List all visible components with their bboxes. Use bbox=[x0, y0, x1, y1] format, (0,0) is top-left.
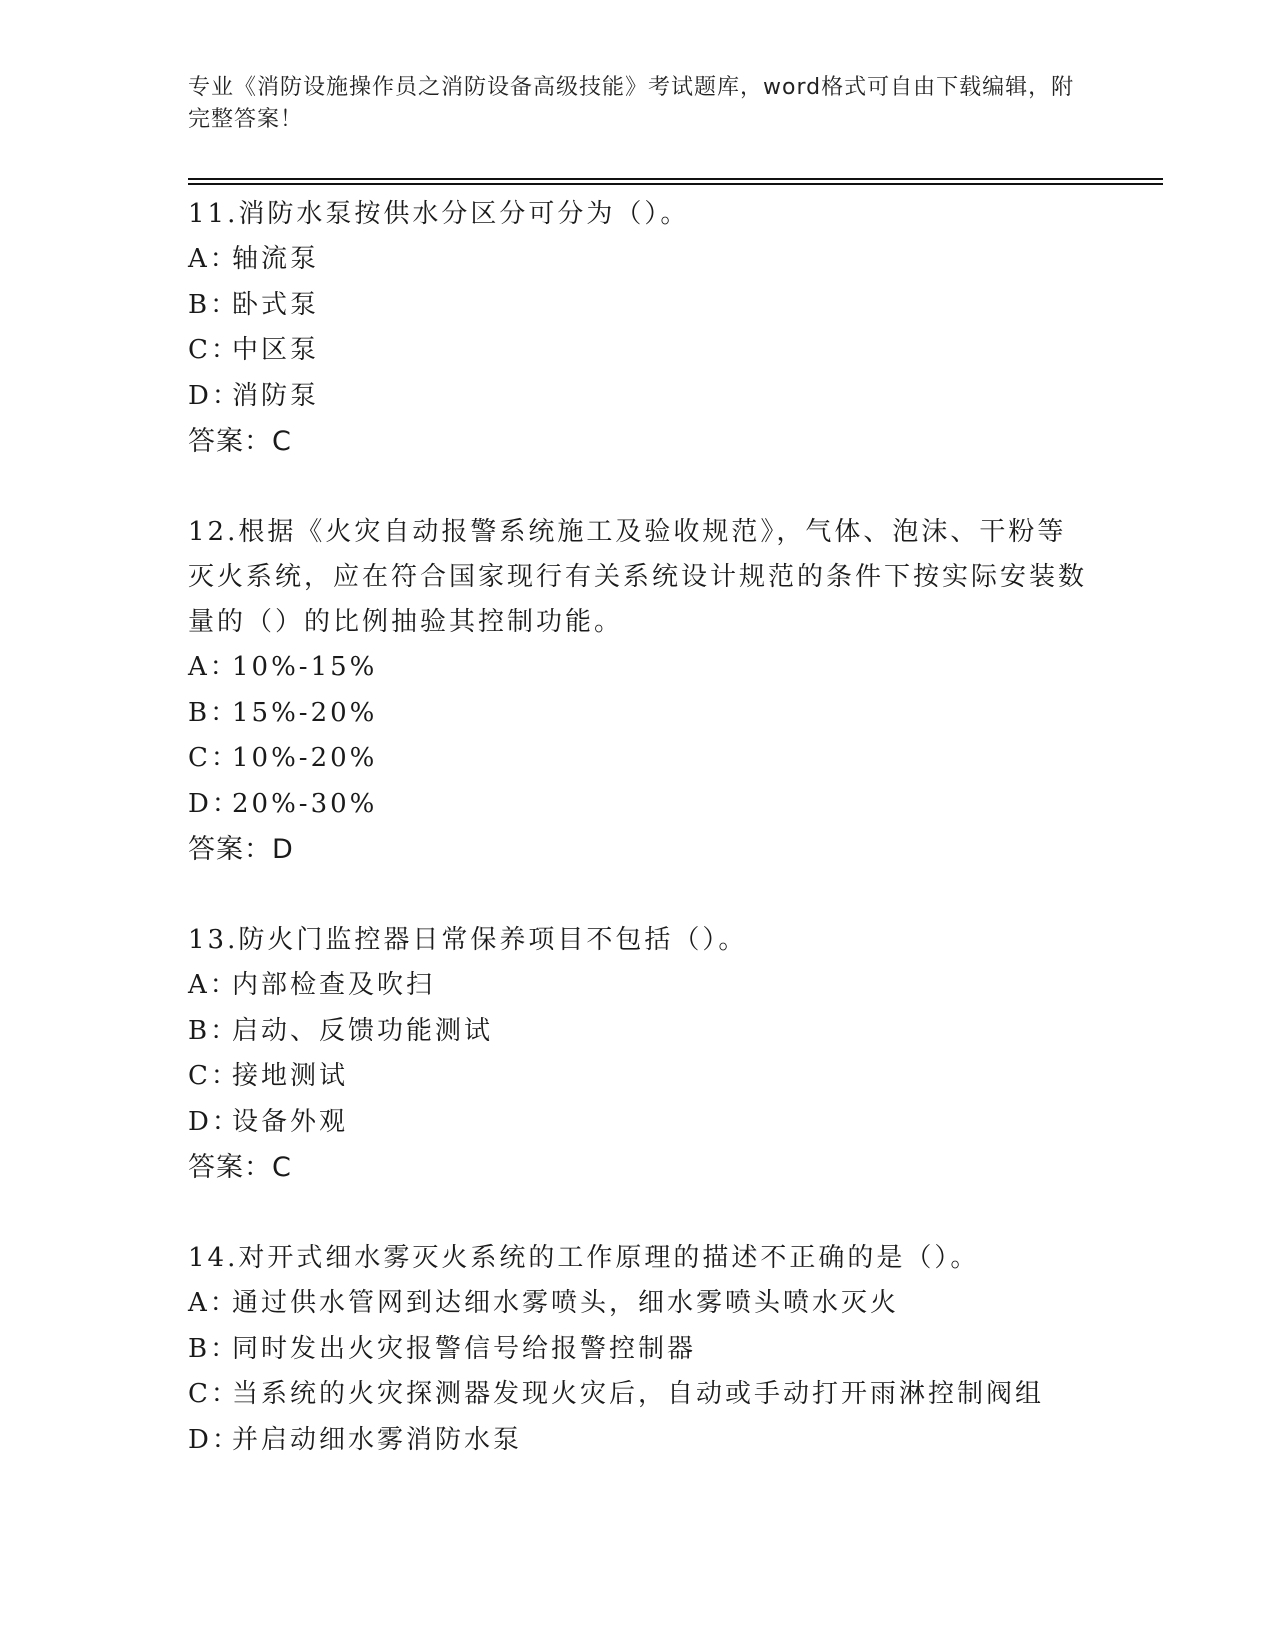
option-text: 通过供水管网到达细水雾喷头，细水雾喷头喷水灭火 bbox=[232, 1288, 900, 1318]
answer-line: 答案：C bbox=[188, 1152, 292, 1183]
option-text: 接地测试 bbox=[232, 1061, 349, 1091]
option-b bbox=[188, 1327, 1088, 1373]
option-text: 10%-20% bbox=[232, 743, 378, 773]
question-11 bbox=[188, 192, 1088, 465]
option-key: B： bbox=[188, 1015, 240, 1046]
option-d bbox=[188, 1418, 1088, 1464]
option-text: 卧式泵 bbox=[232, 289, 320, 320]
option-d bbox=[188, 374, 1088, 420]
option-key: A： bbox=[188, 244, 239, 274]
option-key: D： bbox=[188, 788, 241, 819]
option-key: A： bbox=[188, 1288, 239, 1318]
option-key: C： bbox=[188, 1379, 240, 1409]
question-stem: 14.对开式细水雾灭火系统的工作原理的描述不正确的是（）。 bbox=[188, 1243, 980, 1273]
option-c bbox=[188, 328, 1088, 374]
answer-line: 答案：D bbox=[188, 834, 294, 865]
option-text: 15%-20% bbox=[232, 697, 378, 728]
option-a bbox=[188, 645, 1088, 691]
question-stem: 12.根据《火灾自动报警系统施工及验收规范》，气体、泡沫、干粉等灭火系统，应在符合国家现行有关系统设计规范的条件下按实际安装数量的（）的比例抽验其控制功能。 bbox=[188, 517, 1088, 637]
option-b bbox=[188, 283, 1088, 329]
option-text: 轴流泵 bbox=[232, 244, 320, 274]
option-text: 启动、反馈功能测试 bbox=[232, 1015, 494, 1046]
header-rule-top bbox=[188, 178, 1163, 180]
question-stem: 13.防火门监控器日常保养项目不包括（）。 bbox=[188, 925, 748, 955]
question-stem: 11.消防水泵按供水分区分可分为（）。 bbox=[188, 199, 690, 229]
option-key: C： bbox=[188, 335, 240, 365]
option-key: B： bbox=[188, 697, 240, 728]
question-list bbox=[188, 192, 1088, 1463]
option-key: D： bbox=[188, 1424, 241, 1455]
option-a bbox=[188, 237, 1088, 283]
option-text: 内部检查及吹扫 bbox=[232, 970, 436, 1000]
option-b bbox=[188, 1009, 1088, 1055]
question-spacer bbox=[188, 1191, 1088, 1236]
option-key: A： bbox=[188, 970, 239, 1000]
option-key: C： bbox=[188, 1061, 240, 1091]
option-key: B： bbox=[188, 289, 240, 320]
option-c bbox=[188, 736, 1088, 782]
option-text: 消防泵 bbox=[232, 380, 320, 411]
question-14 bbox=[188, 1236, 1088, 1463]
option-key: D： bbox=[188, 380, 241, 411]
option-a bbox=[188, 1281, 1088, 1327]
option-text: 设备外观 bbox=[232, 1106, 349, 1137]
option-text: 20%-30% bbox=[232, 788, 378, 819]
option-text: 中区泵 bbox=[232, 335, 320, 365]
option-a bbox=[188, 963, 1088, 1009]
question-12 bbox=[188, 510, 1088, 873]
option-text: 10%-15% bbox=[232, 652, 378, 682]
option-key: C： bbox=[188, 743, 240, 773]
question-spacer bbox=[188, 465, 1088, 510]
option-key: D： bbox=[188, 1106, 241, 1137]
option-d bbox=[188, 782, 1088, 828]
option-d bbox=[188, 1100, 1088, 1146]
header-rule-bottom bbox=[188, 183, 1163, 185]
option-text: 当系统的火灾探测器发现火灾后，自动或手动打开雨淋控制阀组 bbox=[232, 1379, 1045, 1409]
option-key: B： bbox=[188, 1333, 240, 1364]
document-header-note: 专业《消防设施操作员之消防设备高级技能》考试题库，word格式可自由下载编辑，附完整答案！ bbox=[188, 75, 1075, 132]
option-b bbox=[188, 691, 1088, 737]
option-c bbox=[188, 1054, 1088, 1100]
option-c bbox=[188, 1372, 1088, 1418]
option-text: 并启动细水雾消防水泵 bbox=[232, 1424, 523, 1455]
option-text: 同时发出火灾报警信号给报警控制器 bbox=[232, 1333, 697, 1364]
answer-line: 答案：C bbox=[188, 426, 292, 457]
question-spacer bbox=[188, 873, 1088, 918]
question-13 bbox=[188, 918, 1088, 1191]
option-key: A： bbox=[188, 652, 239, 682]
